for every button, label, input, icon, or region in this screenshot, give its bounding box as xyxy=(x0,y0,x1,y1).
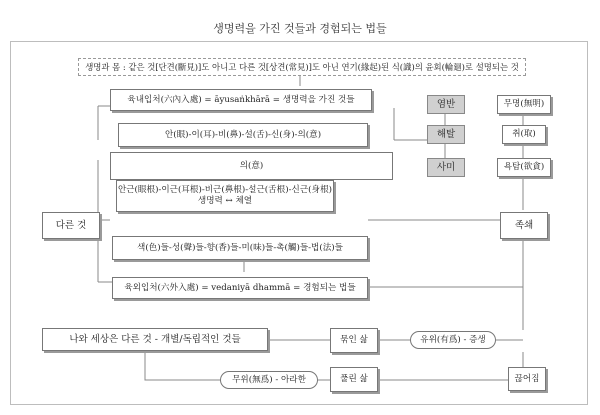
faculties-line2: 생명력 ↔ 체열 xyxy=(197,196,253,206)
practice-third-box: 사미 xyxy=(427,158,465,177)
unconditioned-pill: 무위(無爲) - 아라한 xyxy=(220,371,318,389)
faculties-box xyxy=(116,180,334,212)
inner-sense-box: 육내입처(六內入處) = āyusaṅkhārā = 생명력을 가진 것들 xyxy=(110,89,372,111)
practice-nirvana-box: 염반 xyxy=(427,95,465,114)
self-world-box: 나와 세상은 다른 것 - 개별/독립적인 것들 xyxy=(42,328,268,351)
outer-sense-box: 육외입처(六外入處) = vedaniyā dhammā = 경험되는 법들 xyxy=(112,277,368,299)
released-life-box: 풀린 삶 xyxy=(330,367,378,392)
chain-craving-box: 욕탐(欲貪) xyxy=(497,158,551,177)
sense-organs-box: 안(眼)-이(耳)-비(鼻)-설(舌)-신(身)-의(意) xyxy=(118,123,368,147)
sense-objects-box: 색(色)들-성(聲)들-향(香)들-미(味)들-촉(觸)들-법(法)들 xyxy=(112,236,368,260)
bound-life-box: 묶인 삶 xyxy=(330,328,378,353)
header-note: 생명과 몸 : 같은 것[단견(斷見)]도 아니고 다른 것[상견(常見)]도 아닌 연기(緣起)된 식(識)의 윤회(輪廻)로 설명되는 것 xyxy=(78,58,526,76)
other-box: 다른 것 xyxy=(42,212,100,239)
diagram-title: 생명력을 가진 것들과 경험되는 법들 xyxy=(213,22,387,35)
faculties-line1: 안근(眼根)-이근(耳根)-비근(鼻根)-설근(舌根)-신근(身根) xyxy=(117,185,333,196)
conditioned-pill: 유위(有爲) - 증생 xyxy=(410,331,496,349)
fetter-box: 족쇄 xyxy=(500,212,548,239)
practice-liberation-box: 해탈 xyxy=(427,125,465,144)
mind-box: 의(意) xyxy=(110,152,393,180)
cut-box: 끊어짐 xyxy=(508,367,546,391)
chain-ignorance-box: 무명(無明) xyxy=(497,95,551,114)
chain-grasping-box: 취(取) xyxy=(502,125,546,144)
